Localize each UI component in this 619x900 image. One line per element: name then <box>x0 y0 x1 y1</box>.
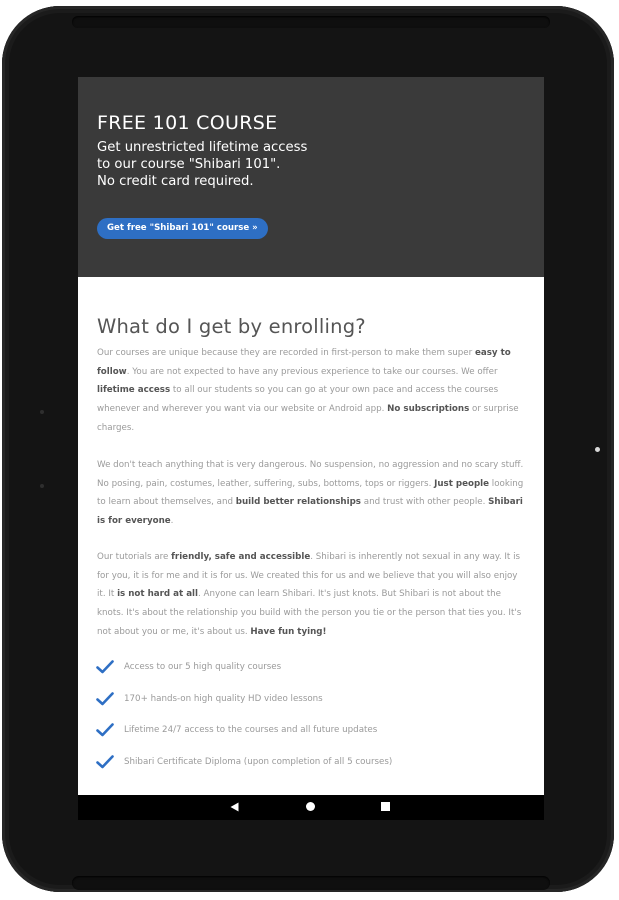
paragraph-easy-to-follow: Our courses are unique because they are recorded in first-person to make them super easy to follow. You are not expected to have any previous experience to take our courses. We offer lifetime access to all our students so you can go at your own pace and access the courses whenever and wherever you want via our website or Android app. No subscriptions or surprise charges. <box>97 348 519 433</box>
speaker-grille-top <box>72 16 550 28</box>
list-item <box>96 660 526 692</box>
list-item-label: Lifetime 24/7 access to the courses and all future updates <box>124 725 378 735</box>
list-item <box>96 723 526 755</box>
paragraph-friendly-safe: Our tutorials are friendly, safe and accessible. Shibari is inherently not sexual in any way. It is for you, it is for me and it is for us. We created this for us and we believe that you will also enjoy it. It is not hard at all. Anyone can learn Shibari. It's just knots. But Shibari is not about the knots. It's about the relationship you build with the person you tie or the person that ties you. It's not about you or me, it's about us. Have fun tying! <box>97 552 522 637</box>
benefits-checklist <box>96 660 526 786</box>
banner-subtitle <box>97 139 337 190</box>
checkmark-icon <box>96 660 114 674</box>
light-sensor <box>595 447 600 452</box>
banner-subtitle-line: to our course "Shibari 101". <box>97 157 281 172</box>
checkmark-icon <box>96 723 114 737</box>
recents-icon[interactable] <box>381 802 390 811</box>
free-course-banner <box>78 77 544 277</box>
camera-dot <box>40 484 44 488</box>
list-item <box>96 755 526 787</box>
checkmark-icon <box>96 755 114 769</box>
banner-subtitle-line: Get unrestricted lifetime access <box>97 140 308 155</box>
list-item-label: Access to our 5 high quality courses <box>124 662 282 672</box>
section-title: What do I get by enrolling? <box>97 315 366 338</box>
speaker-grille-bottom <box>72 876 550 890</box>
app-screen <box>78 77 544 820</box>
home-icon[interactable] <box>306 802 315 811</box>
paragraph-not-dangerous: We don't teach anything that is very dangerous. No suspension, no aggression and no scary stuff. No posing, pain, costumes, leather, suffering, subs, bottoms, tops or riggers. Just people looking to learn about themselves, and build better relationships and trust with other people. Shibari is for everyone. <box>97 460 524 527</box>
banner-subtitle-line: No credit card required. <box>97 174 254 189</box>
list-item <box>96 692 526 724</box>
camera-dot <box>40 410 44 414</box>
checkmark-icon <box>96 692 114 706</box>
list-item-label: Shibari Certificate Diploma (upon completion of all 5 courses) <box>124 756 393 767</box>
back-icon[interactable] <box>230 802 239 812</box>
banner-title: FREE 101 COURSE <box>97 112 278 134</box>
android-nav-bar <box>78 795 544 820</box>
list-item-label: 170+ hands-on high quality HD video lessons <box>124 693 323 704</box>
get-free-course-button[interactable]: Get free "Shibari 101" course » <box>97 218 268 239</box>
